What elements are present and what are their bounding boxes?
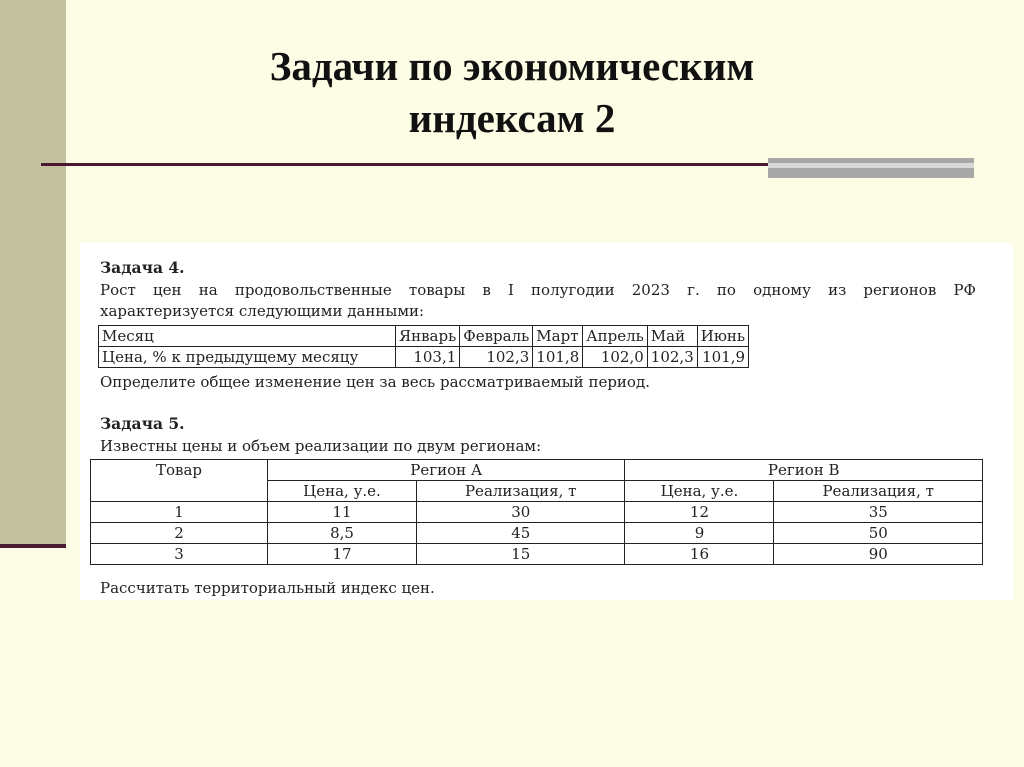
table-row <box>99 326 749 347</box>
table-header-cell: Реализация, т <box>416 481 625 502</box>
task5-question: Рассчитать территориальный индекс цен. <box>100 579 435 597</box>
table-row <box>91 460 983 481</box>
table-cell: 103,1 <box>396 347 460 368</box>
table-row <box>91 523 983 544</box>
table-row <box>91 502 983 523</box>
table-cell: 101,9 <box>697 347 748 368</box>
table-header-cell: Реализация, т <box>774 481 983 502</box>
task4-heading: Задача 4. <box>100 258 185 277</box>
table-cell: 102,3 <box>460 347 533 368</box>
table-cell: Цена, % к предыдущему месяцу <box>99 347 396 368</box>
table-cell: 16 <box>625 544 774 565</box>
table-cell: 2 <box>91 523 268 544</box>
task4-table <box>98 325 749 368</box>
table-cell: 102,0 <box>583 347 648 368</box>
table-cell: 102,3 <box>647 347 697 368</box>
table-cell: Март <box>533 326 583 347</box>
task4-intro-line1: Рост цен на продовольственные товары в I полугодии 2023 г. по одному из регионов РФ <box>100 281 976 299</box>
table-header-cell: Регион В <box>625 460 983 481</box>
table-header-cell: Товар <box>91 460 268 502</box>
table-cell: Май <box>647 326 697 347</box>
title-divider-accent <box>768 158 974 178</box>
table-cell: Февраль <box>460 326 533 347</box>
task4-question: Определите общее изменение цен за весь рассматриваемый период. <box>100 373 650 391</box>
table-cell: 30 <box>416 502 625 523</box>
task4-intro-line2: характеризуется следующими данными: <box>100 302 425 320</box>
table-cell: 35 <box>774 502 983 523</box>
table-cell: 15 <box>416 544 625 565</box>
table-row <box>99 347 749 368</box>
table-header-cell: Цена, у.е. <box>625 481 774 502</box>
table-cell: 11 <box>268 502 417 523</box>
table-header-cell: Цена, у.е. <box>268 481 417 502</box>
task5-heading: Задача 5. <box>100 414 185 433</box>
table-cell: Апрель <box>583 326 648 347</box>
table-cell: Месяц <box>99 326 396 347</box>
document-image <box>80 243 1013 600</box>
table-cell: 50 <box>774 523 983 544</box>
slide-title <box>0 40 1024 144</box>
table-cell: 101,8 <box>533 347 583 368</box>
task5-table <box>90 459 983 565</box>
table-cell: 1 <box>91 502 268 523</box>
title-divider <box>41 163 773 166</box>
table-cell: Июнь <box>697 326 748 347</box>
table-cell: 17 <box>268 544 417 565</box>
slide-title-line1: Задачи по экономическим <box>269 43 755 89</box>
table-cell: 12 <box>625 502 774 523</box>
table-cell: 8,5 <box>268 523 417 544</box>
table-cell: 9 <box>625 523 774 544</box>
table-cell: Январь <box>396 326 460 347</box>
table-cell: 90 <box>774 544 983 565</box>
left-band-rule <box>0 544 66 548</box>
table-cell: 45 <box>416 523 625 544</box>
slide-title-line2: индексам 2 <box>408 95 616 141</box>
task5-intro: Известны цены и объем реализации по двум регионам: <box>100 437 542 455</box>
table-cell: 3 <box>91 544 268 565</box>
table-header-cell: Регион А <box>268 460 625 481</box>
table-row <box>91 544 983 565</box>
